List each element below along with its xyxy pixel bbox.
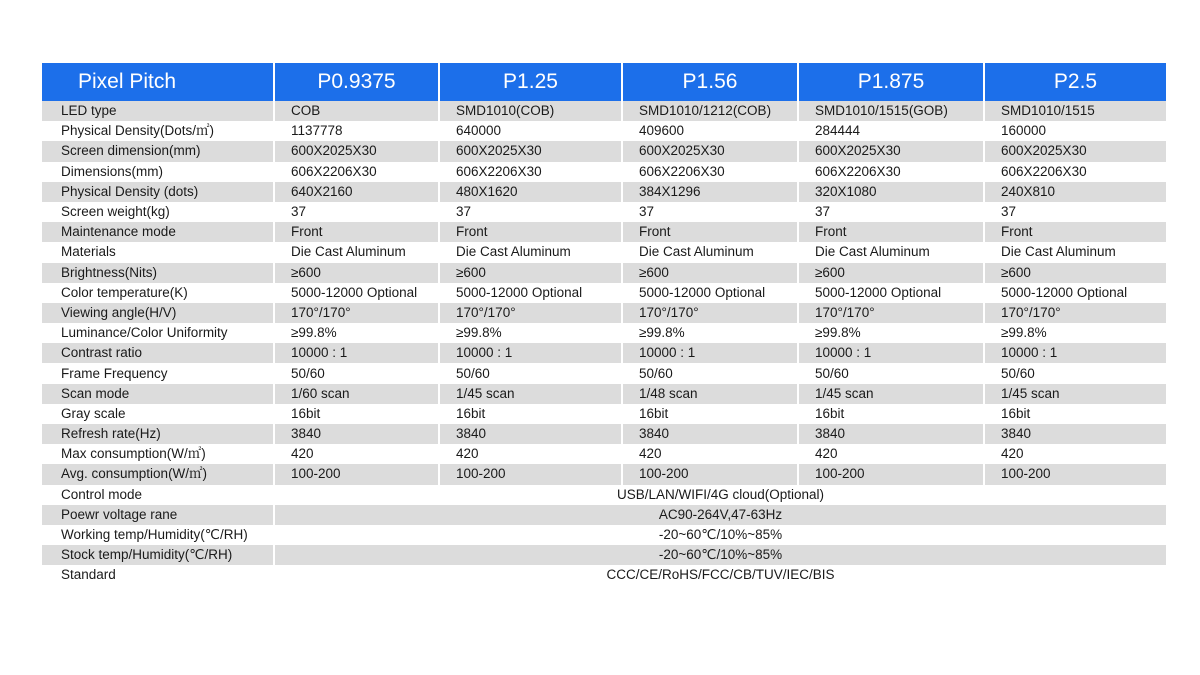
table-cell: 384X1296	[622, 182, 798, 202]
table-cell: SMD1010/1515	[984, 101, 1166, 121]
table-cell: 284444	[798, 121, 984, 141]
row-label: Standard	[42, 565, 274, 585]
table-cell: 3840	[798, 424, 984, 444]
table-row	[42, 162, 1166, 182]
table-cell: Front	[984, 222, 1166, 242]
table-cell: Die Cast Aluminum	[984, 242, 1166, 262]
table-cell: 5000-12000 Optional	[622, 283, 798, 303]
table-cell: Front	[439, 222, 622, 242]
table-row	[42, 263, 1166, 283]
table-cell: 600X2025X30	[798, 141, 984, 161]
table-row-merged	[42, 505, 1166, 525]
table-cell: 600X2025X30	[622, 141, 798, 161]
table-cell: 320X1080	[798, 182, 984, 202]
table-cell: 16bit	[274, 404, 439, 424]
spec-table	[42, 63, 1166, 586]
table-header	[42, 63, 1166, 101]
table-cell: 37	[439, 202, 622, 222]
table-cell: 3840	[274, 424, 439, 444]
table-cell: 606X2206X30	[439, 162, 622, 182]
table-row	[42, 404, 1166, 424]
table-row	[42, 101, 1166, 121]
table-cell: 640000	[439, 121, 622, 141]
table-row	[42, 182, 1166, 202]
table-cell: 100-200	[622, 464, 798, 484]
table-cell: ≥99.8%	[984, 323, 1166, 343]
table-row	[42, 464, 1166, 484]
row-label: Screen weight(kg)	[42, 202, 274, 222]
table-cell: 606X2206X30	[622, 162, 798, 182]
table-cell: 600X2025X30	[984, 141, 1166, 161]
table-cell: 10000 : 1	[798, 343, 984, 363]
merged-cell: USB/LAN/WIFI/4G cloud(Optional)	[274, 485, 1166, 505]
table-cell: 37	[984, 202, 1166, 222]
table-cell: 50/60	[984, 363, 1166, 383]
table-cell: Die Cast Aluminum	[798, 242, 984, 262]
table-body	[42, 101, 1166, 586]
row-label: Control mode	[42, 485, 274, 505]
row-label: Physical Density(Dots/㎡)	[42, 121, 274, 141]
row-label: LED type	[42, 101, 274, 121]
table-cell: 50/60	[274, 363, 439, 383]
table-cell: 1137778	[274, 121, 439, 141]
table-cell: 606X2206X30	[984, 162, 1166, 182]
row-label: Poewr voltage rane	[42, 505, 274, 525]
table-cell: 420	[798, 444, 984, 464]
table-cell: 420	[622, 444, 798, 464]
table-row-merged	[42, 565, 1166, 585]
table-row	[42, 222, 1166, 242]
row-label: Luminance/Color Uniformity	[42, 323, 274, 343]
table-cell: 1/48 scan	[622, 384, 798, 404]
table-row	[42, 323, 1166, 343]
table-cell: 170°/170°	[984, 303, 1166, 323]
row-label: Refresh rate(Hz)	[42, 424, 274, 444]
table-cell: COB	[274, 101, 439, 121]
table-cell: ≥99.8%	[439, 323, 622, 343]
table-cell: 16bit	[984, 404, 1166, 424]
table-cell: 480X1620	[439, 182, 622, 202]
row-label: Max consumption(W/㎡)	[42, 444, 274, 464]
table-cell: SMD1010/1515(GOB)	[798, 101, 984, 121]
table-row-merged	[42, 525, 1166, 545]
table-cell: 170°/170°	[798, 303, 984, 323]
table-cell: ≥99.8%	[798, 323, 984, 343]
table-cell: 1/45 scan	[984, 384, 1166, 404]
row-label: Frame Frequency	[42, 363, 274, 383]
table-cell: 100-200	[984, 464, 1166, 484]
table-cell: ≥600	[984, 263, 1166, 283]
row-label: Physical Density (dots)	[42, 182, 274, 202]
row-label: Color temperature(K)	[42, 283, 274, 303]
table-cell: 37	[798, 202, 984, 222]
table-cell: 600X2025X30	[439, 141, 622, 161]
table-cell: 1/45 scan	[798, 384, 984, 404]
table-cell: 170°/170°	[622, 303, 798, 323]
table-cell: Die Cast Aluminum	[622, 242, 798, 262]
table-cell: 50/60	[798, 363, 984, 383]
table-cell: 100-200	[439, 464, 622, 484]
table-row-merged	[42, 485, 1166, 505]
row-label: Materials	[42, 242, 274, 262]
table-cell: 3840	[984, 424, 1166, 444]
table-cell: 16bit	[439, 404, 622, 424]
table-cell: 606X2206X30	[274, 162, 439, 182]
table-cell: 5000-12000 Optional	[798, 283, 984, 303]
table-cell: SMD1010(COB)	[439, 101, 622, 121]
merged-cell: -20~60℃/10%~85%	[274, 525, 1166, 545]
row-label: Stock temp/Humidity(℃/RH)	[42, 545, 274, 565]
table-cell: 420	[439, 444, 622, 464]
table-row	[42, 202, 1166, 222]
table-cell: 1/60 scan	[274, 384, 439, 404]
header-p2-5: P2.5	[984, 63, 1166, 101]
header-pixel-pitch: Pixel Pitch	[42, 63, 274, 101]
header-p1-25: P1.25	[439, 63, 622, 101]
merged-cell: AC90-264V,47-63Hz	[274, 505, 1166, 525]
table-row	[42, 363, 1166, 383]
header-p1-56: P1.56	[622, 63, 798, 101]
table-cell: 420	[984, 444, 1166, 464]
table-row	[42, 141, 1166, 161]
row-label: Gray scale	[42, 404, 274, 424]
table-cell: 5000-12000 Optional	[984, 283, 1166, 303]
row-label: Maintenance mode	[42, 222, 274, 242]
table-row	[42, 121, 1166, 141]
merged-cell: -20~60℃/10%~85%	[274, 545, 1166, 565]
table-cell: 50/60	[439, 363, 622, 383]
header-p1-875: P1.875	[798, 63, 984, 101]
table-cell: 409600	[622, 121, 798, 141]
table-cell: Die Cast Aluminum	[274, 242, 439, 262]
table-cell: 16bit	[622, 404, 798, 424]
table-cell: 640X2160	[274, 182, 439, 202]
table-cell: ≥99.8%	[274, 323, 439, 343]
table-cell: Front	[622, 222, 798, 242]
table-cell: 37	[622, 202, 798, 222]
table-cell: Front	[798, 222, 984, 242]
table-cell: 100-200	[274, 464, 439, 484]
table-cell: 420	[274, 444, 439, 464]
table-row	[42, 384, 1166, 404]
row-label: Dimensions(mm)	[42, 162, 274, 182]
table-row	[42, 444, 1166, 464]
table-cell: 170°/170°	[274, 303, 439, 323]
table-cell: Front	[274, 222, 439, 242]
table-cell: 1/45 scan	[439, 384, 622, 404]
table-cell: 3840	[622, 424, 798, 444]
table-row-merged	[42, 545, 1166, 565]
row-label: Viewing angle(H/V)	[42, 303, 274, 323]
table-cell: 5000-12000 Optional	[439, 283, 622, 303]
table-cell: 10000 : 1	[274, 343, 439, 363]
merged-cell: CCC/CE/RoHS/FCC/CB/TUV/IEC/BIS	[274, 565, 1166, 585]
table-row	[42, 343, 1166, 363]
table-cell: 160000	[984, 121, 1166, 141]
table-cell: 37	[274, 202, 439, 222]
table-cell: 10000 : 1	[622, 343, 798, 363]
table-row	[42, 303, 1166, 323]
table-cell: 10000 : 1	[984, 343, 1166, 363]
table-cell: SMD1010/1212(COB)	[622, 101, 798, 121]
row-label: Working temp/Humidity(℃/RH)	[42, 525, 274, 545]
row-label: Brightness(Nits)	[42, 263, 274, 283]
table-cell: 240X810	[984, 182, 1166, 202]
row-label: Scan mode	[42, 384, 274, 404]
table-cell: ≥600	[274, 263, 439, 283]
table-cell: 16bit	[798, 404, 984, 424]
header-row	[42, 63, 1166, 101]
table-cell: 170°/170°	[439, 303, 622, 323]
table-cell: ≥600	[622, 263, 798, 283]
table-row	[42, 424, 1166, 444]
table-cell: 3840	[439, 424, 622, 444]
table-cell: 5000-12000 Optional	[274, 283, 439, 303]
row-label: Contrast ratio	[42, 343, 274, 363]
row-label: Screen dimension(mm)	[42, 141, 274, 161]
table-cell: Die Cast Aluminum	[439, 242, 622, 262]
table-cell: 100-200	[798, 464, 984, 484]
table-cell: 10000 : 1	[439, 343, 622, 363]
table-cell: 50/60	[622, 363, 798, 383]
table-cell: ≥600	[798, 263, 984, 283]
table-cell: 600X2025X30	[274, 141, 439, 161]
table-cell: ≥600	[439, 263, 622, 283]
table-cell: ≥99.8%	[622, 323, 798, 343]
table-row	[42, 283, 1166, 303]
table-row	[42, 242, 1166, 262]
row-label: Avg. consumption(W/㎡)	[42, 464, 274, 484]
table-cell: 606X2206X30	[798, 162, 984, 182]
header-p0-9375: P0.9375	[274, 63, 439, 101]
